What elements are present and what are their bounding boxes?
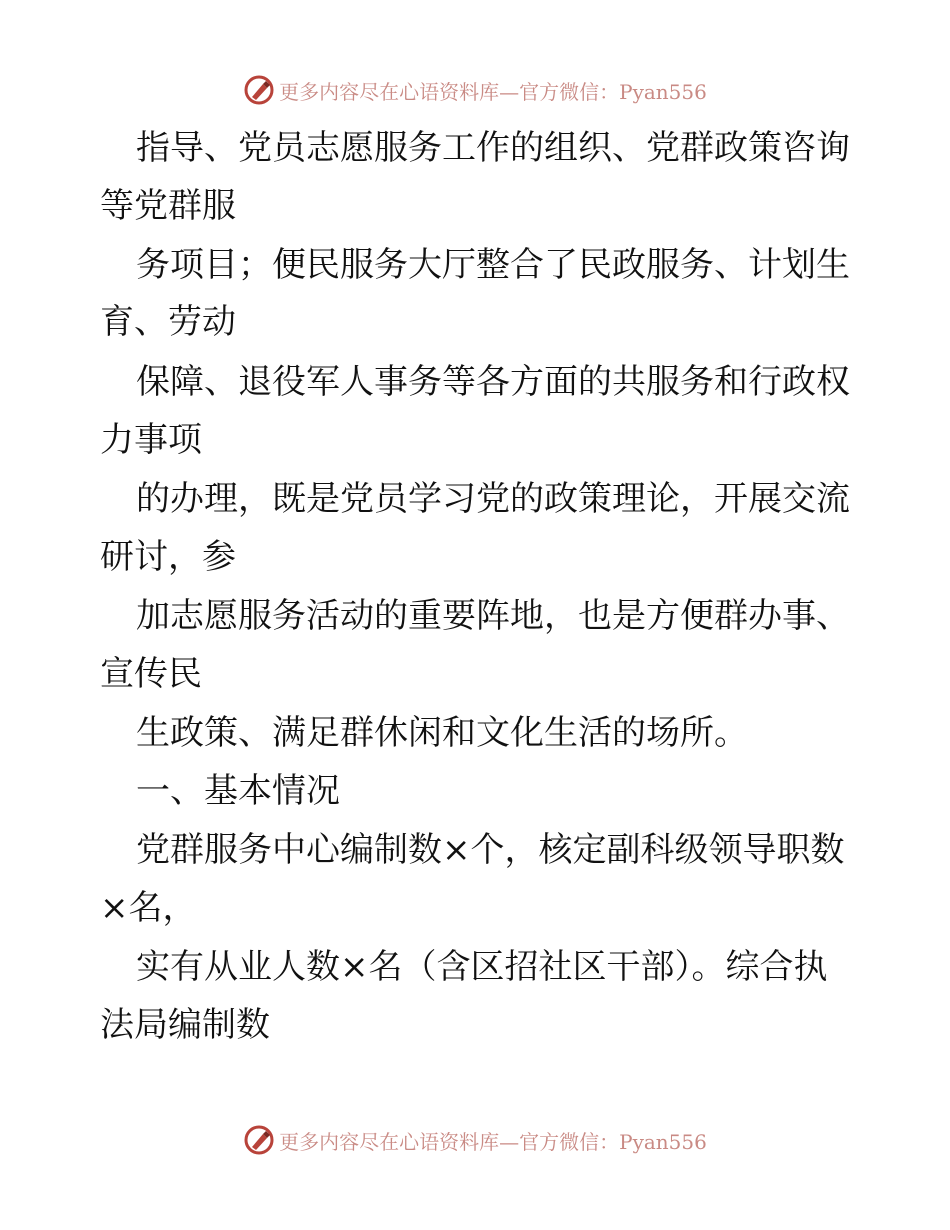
- text-line: 党群服务中心编制数×个，核定副科级领导职数: [136, 830, 845, 870]
- text-line: 力事项: [100, 420, 202, 460]
- text-line: 务项目；便民服务大厅整合了民政服务、计划生: [136, 245, 850, 285]
- watermark-text: 更多内容尽在心语资料库—官方微信：Pyan556: [279, 79, 707, 104]
- pen-circle-icon: [243, 1124, 275, 1156]
- text-line: 法局编制数: [100, 1005, 270, 1045]
- section-heading: 一、基本情况: [136, 771, 340, 811]
- text-line: 宣传民: [100, 654, 202, 694]
- watermark-text: 更多内容尽在心语资料库—官方微信：Pyan556: [279, 1129, 707, 1154]
- footer-watermark: [0, 1122, 950, 1158]
- text-line: ×名，: [100, 888, 197, 928]
- text-line: 指导、党员志愿服务工作的组织、党群政策咨询: [136, 128, 850, 168]
- text-line: 加志愿服务活动的重要阵地，也是方便群办事、: [136, 596, 850, 636]
- text-line: 的办理，既是党员学习党的政策理论，开展交流: [136, 479, 850, 519]
- text-line: 保障、退役军人事务等各方面的共服务和行政权: [136, 362, 850, 402]
- text-line: 等党群服: [100, 186, 236, 226]
- text-line: 育、劳动: [100, 302, 236, 342]
- text-line: 实有从业人数×名（含区招社区干部）。综合执: [136, 947, 828, 987]
- text-line: 研讨，参: [100, 537, 236, 577]
- text-line: 生政策、满足群休闲和文化生活的场所。: [136, 713, 748, 753]
